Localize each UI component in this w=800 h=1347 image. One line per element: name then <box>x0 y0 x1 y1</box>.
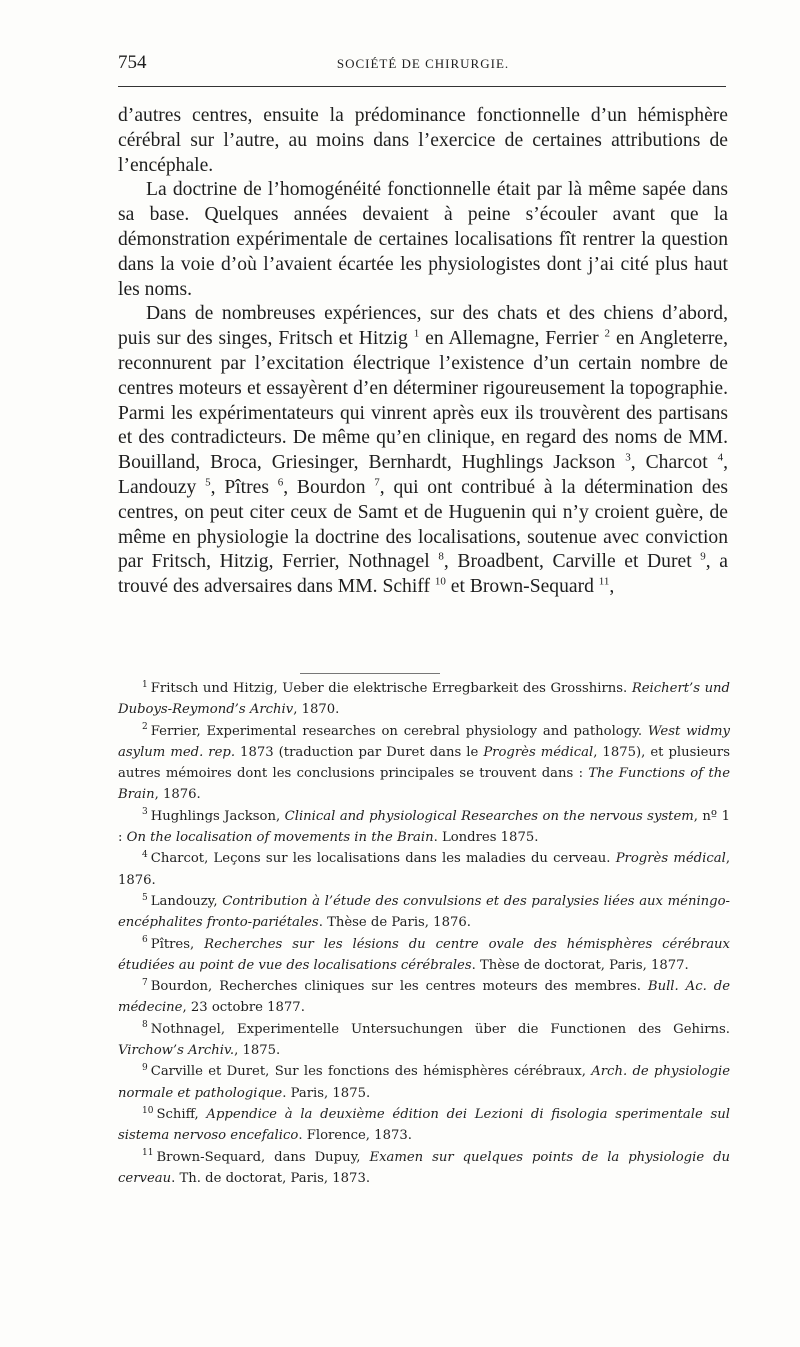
footnote-4: $^4$ Charcot, Leçons sur les localisations dans les maladies du cerveau. Progrès médical, 1876. <box>118 849 731 888</box>
footnote-ref-8: 8 <box>438 550 444 563</box>
footnote-rule <box>300 673 440 674</box>
footnote-9: $^9$ Carville et Duret, Sur les fonctions des hémisphères cérébraux, Arch. de physiologie normale et pathologique. Paris, 1875. <box>118 1062 730 1101</box>
footnote-ref-7: 7 <box>374 476 380 489</box>
footnote-ref-10: 10 <box>434 575 446 588</box>
page-number: 754 <box>118 52 147 73</box>
footnote-5: $^5$ Landouzy, Contribution à l’étude des convulsions et des paralysies liées aux méningo-encéphalites fronto-pariétales. Thèse de Paris, 1876. <box>118 892 730 931</box>
footnote-10: $^{10}$ Schiff, Appendice à la deuxième édition dei Lezioni di fisologia sperimentale sul sistema nervoso encefalico. Florence, 1873. <box>118 1105 730 1144</box>
footnote-ref-1: 1 <box>413 327 420 340</box>
footnote-1: $^1$ Fritsch und Hitzig, Ueber die elektrische Erregbarkeit des Grosshirns. Reichert’s und Duboys-Reymond’s Archiv, 1870. <box>118 679 730 718</box>
footnote-ref-3: 3 <box>625 451 631 464</box>
footnote-8: $^8$ Nothnagel, Experimentelle Untersuchungen über die Functionen des Gehirns. Virchow’s Archiv., 1875. <box>118 1020 730 1059</box>
footnote-11: $^{11}$ Brown-Sequard, dans Dupuy, Examen sur quelques points de la physiologie du cerveau. Th. de doctorat, Paris, 1873. <box>118 1148 731 1186</box>
paragraph-2: La doctrine de l’homogénéité fonctionnelle était par là même sapée dans sa base. Quelques années devaient à peine s’écouler avant que la démonstration expérimentale de certaines localisations fît rentrer la question dans la voie d’où l’avaient écartée les physiologistes dont j’ai cité plus haut les noms. <box>118 179 728 300</box>
header-rule <box>118 86 726 87</box>
footnote-2: $^2$ Ferrier, Experimental researches on cerebral physiology and pathology. West widmy asylum med. rep. 1873 (traduction par Duret dans le Progrès médical, 1875), et plusieurs autres mémoires dont les conclusions principales se trouvent dans : The Functions of the Brain, 1876. <box>118 722 730 803</box>
footnote-3: $^3$ Hughlings Jackson, Clinical and physiological Researches on the nervous system, nº 1 : On the localisation of movements in the Brain. Londres 1875. <box>118 807 730 846</box>
footnote-ref-9: 9 <box>700 550 706 563</box>
paragraph-3: Dans de nombreuses expériences, sur des chats et des chiens d’abord, puis sur des singes, Fritsch et Hitzig $^1$ en Allemagne, Ferrier $^2$ en Angleterre, reconnurent par l’excitation électrique l’existence d’un certain nombre de centres moteurs et essayèrent d’en déterminer rigoureusement la topographie. Parmi les expérimentateurs qui vinrent après eux ils trouvèrent des partisans et des contradicteurs. De même qu’en clinique, en regard des noms de MM. Bouilland, Broca, Griesinger, Bernhardt, Hughlings Jackson $^3$, Charcot $^4$, Landouzy $^5$, Pîtres $^6$, Bourdon $^7$, qui ont contribué à la détermination des centres, on peut citer ceux de Samt et de Huguenin qui n’y croient guère, de même en physiologie la doctrine des localisations, soutenue avec conviction par Fritsch, Hitzig, Ferrier, Nothnagel $^8$, Broadbent, Carville et Duret $^9$, a trouvé des adversaires dans MM. Schiff $^{10}$ et Brown-Sequard $^{11}$, <box>118 303 729 598</box>
footnote-ref-2: 2 <box>604 327 611 340</box>
footnote-ref-5: 5 <box>205 476 211 489</box>
footnote-ref-11: 11 <box>598 575 610 588</box>
paragraph-1: d’autres centres, ensuite la prédominance fonctionnelle d’un hémisphère cérébral sur l’autre, au moins dans l’exercice de certaines attributions de l’encéphale. <box>118 105 728 176</box>
main-text <box>118 104 728 600</box>
footnote-7: $^7$ Bourdon, Recherches cliniques sur les centres moteurs des membres. Bull. Ac. de médecine, 23 octobre 1877. <box>118 977 730 1016</box>
running-title: SOCIÉTÉ DE CHIRURGIE. <box>336 56 510 71</box>
page-header <box>118 50 728 80</box>
footnote-ref-6: 6 <box>277 476 284 489</box>
footnote-ref-4: 4 <box>717 451 724 464</box>
footnote-6: $^6$ Pîtres, Recherches sur les lésions du centre ovale des hémisphères cérébraux étudiées au point de vue des localisations cérébrales. Thèse de doctorat, Paris, 1877. <box>118 935 730 973</box>
footnotes <box>118 678 730 1189</box>
